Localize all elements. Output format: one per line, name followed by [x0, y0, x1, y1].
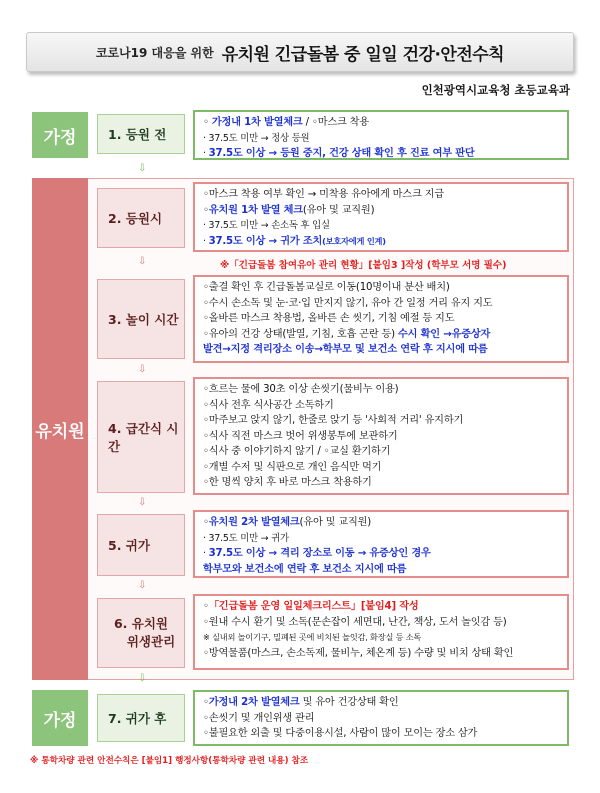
- line-text: 37.5도 이상 → 귀가 조치: [208, 235, 323, 247]
- title-prefix: 코로나19 대응을 위한: [95, 45, 214, 60]
- step-box-1: [193, 110, 569, 160]
- step-label-2: 2. 등원시: [97, 188, 185, 248]
- step-line: [203, 615, 561, 631]
- step-line: [203, 234, 561, 250]
- step-line: [203, 131, 561, 147]
- side-label-kindergarten: 유치원: [32, 178, 88, 680]
- line-text: (보호자에게 인계): [322, 235, 386, 246]
- line-text: ◦마주보고 앉지 않기, 한줄로 앉기 등 '사회적 거리' 유지하기: [203, 415, 464, 426]
- line-text: 유치원 1차 발열 체크: [208, 204, 303, 216]
- step-line: [203, 146, 561, 162]
- line-text: 학부모와 보건소에 연락 후 보건소 지시에 따름: [203, 563, 407, 575]
- line-text: ◦개별 수저 및 식판으로 개인 음식만 먹기: [203, 461, 382, 473]
- step-line: [203, 327, 561, 343]
- participant-status-note: ※「긴급돌봄 참여유아 관리 현황」[붙임3 ]작성 (학부모 서명 필수): [220, 260, 507, 271]
- step-label-4: 4. 급간식 시간: [97, 381, 185, 493]
- step-box-7: [193, 690, 569, 746]
- down-arrow-icon: ⇩: [138, 256, 147, 267]
- step-line: [203, 562, 561, 578]
- line-text: ◦불필요한 외출 및 다중이용시설, 사람이 많이 모이는 장소 삼가: [203, 728, 478, 739]
- down-arrow-icon: ⇩: [138, 673, 147, 684]
- line-text: ※ 실내외 놀이기구, 밀폐된 곳에 비치된 놀잇감, 화장실 등 소독: [203, 632, 422, 642]
- line-text: ◦원내 수시 환기 및 소독(문손잡이 세면대, 난간, 책상, 도서 놀잇감 등): [203, 616, 507, 628]
- line-text: 「긴급돌봄 운영 일일체크리스트」[붙임4] 작성: [208, 601, 419, 612]
- title-bar: [26, 32, 574, 72]
- line-text: ◦방역물품(마스크, 손소독제, 물비누, 체온계 등) 수량 및 비치 상태 확인: [203, 647, 514, 659]
- step-label-1: 1. 등원 전: [97, 114, 185, 154]
- step-line: [203, 413, 561, 429]
- step-line: [203, 695, 561, 711]
- issuer-label: 인천광역시교육청 초등교육과: [421, 83, 570, 97]
- down-arrow-icon: ⇩: [138, 364, 147, 375]
- line-text: ◦: [203, 117, 212, 128]
- step-line: [203, 711, 561, 727]
- down-arrow-icon: ⇩: [138, 163, 147, 174]
- line-text: (유아 및 교직원): [299, 517, 372, 528]
- step-box-4: [193, 377, 569, 495]
- step-line: [203, 444, 561, 460]
- step-line: [203, 531, 561, 547]
- step-line: [203, 187, 561, 203]
- step-label-3: 3. 놀이 시간: [97, 279, 185, 359]
- step-label-5: 5. 귀가: [97, 514, 185, 576]
- line-text: ◦유아의 건강 상태(발열, 기침, 호흡 곤란 등): [203, 328, 398, 340]
- line-text: ◦올바른 마스크 착용법, 올바른 손 씻기, 기침 예절 등 지도: [203, 313, 455, 324]
- step-line: [203, 599, 561, 615]
- line-text: · 37.5도 미만 → 손소독 후 입실: [203, 220, 330, 231]
- step-line: [203, 460, 561, 476]
- step-line: [203, 429, 561, 445]
- footnote: ※ 통학차량 관련 안전수칙은 [붙임1] 행정사항(통학차량 관련 내용) 참조: [30, 756, 309, 766]
- line-text: (유아 및 교직원): [302, 204, 375, 216]
- step-label-6-line1: 6. 유치원: [113, 616, 169, 631]
- step-line: [203, 311, 561, 327]
- line-text: ◦식사 직전 마스크 벗어 위생봉투에 보관하기: [203, 430, 398, 442]
- step-box-3: [193, 275, 569, 363]
- line-text: 발견→지정 격리장소 이송→학부모 및 보건소 연락 후 지시에 따름: [203, 344, 488, 355]
- down-arrow-icon: ⇩: [138, 580, 147, 591]
- step-label-7: 7. 귀가 후: [97, 694, 185, 742]
- step-line: [203, 546, 561, 562]
- line-text: / ◦마스크 착용: [302, 117, 369, 128]
- page-title: 유치원 긴급돌봄 중 일일 건강·안전수칙: [221, 44, 505, 65]
- line-text: ◦: [203, 697, 209, 708]
- line-text: ·: [203, 235, 209, 247]
- line-text: 가정내 2차 발열체크: [208, 697, 300, 708]
- line-text: 및 유아 건강상태 확인: [299, 697, 399, 708]
- line-text: ◦한 명씩 양치 후 바로 마스크 착용하기: [203, 477, 372, 488]
- line-text: ◦: [203, 204, 209, 216]
- down-arrow-icon: ⇩: [138, 497, 147, 508]
- step-line: [203, 515, 561, 531]
- step-line: [203, 115, 561, 131]
- line-text: ◦손씻기 및 개인위생 관리: [203, 712, 315, 724]
- step-line: [203, 646, 561, 662]
- step-box-5: [193, 510, 569, 578]
- line-text: · 37.5도 미만 → 정상 등원: [203, 132, 310, 144]
- line-text: ◦식사 전후 식사공간 소독하기: [203, 399, 334, 411]
- step-line: [203, 296, 561, 312]
- step-line: [203, 203, 561, 219]
- line-text: ·: [203, 148, 209, 159]
- line-text: ◦식사 중 이야기하지 않기 / ◦교실 환기하기: [203, 446, 391, 457]
- step-label-6-line2: 위생관리: [126, 634, 176, 649]
- step-line: [203, 342, 561, 358]
- line-text: 수시 확인 →유증상자: [397, 328, 491, 340]
- step-label-6: [97, 598, 185, 668]
- line-text: ◦흐르는 물에 30초 이상 손씻기(물비누 이용): [203, 384, 399, 395]
- step-line: [203, 475, 561, 491]
- step-box-2: [193, 182, 569, 252]
- line-text: · 37.5도 미만 → 귀가: [203, 532, 289, 544]
- step-line: [203, 726, 561, 742]
- step-box-6: [193, 594, 569, 670]
- step-line: [203, 630, 561, 646]
- line-text: 37.5도 이상 → 등원 중지, 건강 상태 확인 후 진료 여부 판단: [208, 148, 475, 159]
- line-text: 37.5도 이상 → 격리 장소로 이동 → 유증상인 경우: [208, 548, 431, 559]
- line-text: ◦: [203, 601, 209, 612]
- line-text: 유치원 2차 발열체크: [208, 517, 300, 528]
- line-text: 가정내 1차 발열체크: [211, 117, 303, 128]
- line-text: ·: [203, 548, 209, 559]
- side-label-home-top: 가정: [32, 112, 88, 158]
- side-label-home-bottom: 가정: [32, 690, 88, 746]
- step-line: [203, 218, 561, 234]
- line-text: ◦: [203, 517, 209, 528]
- step-line: [203, 382, 561, 398]
- line-text: ◦수시 손소독 및 눈·코·입 만지지 않기, 유아 간 일정 거리 유지 지도: [203, 297, 493, 309]
- step-line: [203, 280, 561, 296]
- line-text: ◦출결 확인 후 긴급돌봄교실로 이동(10명이내 분산 배치): [203, 282, 450, 293]
- step-line: [203, 398, 561, 414]
- line-text: ◦마스크 착용 여부 확인 → 미착용 유아에게 마스크 지급: [203, 189, 444, 200]
